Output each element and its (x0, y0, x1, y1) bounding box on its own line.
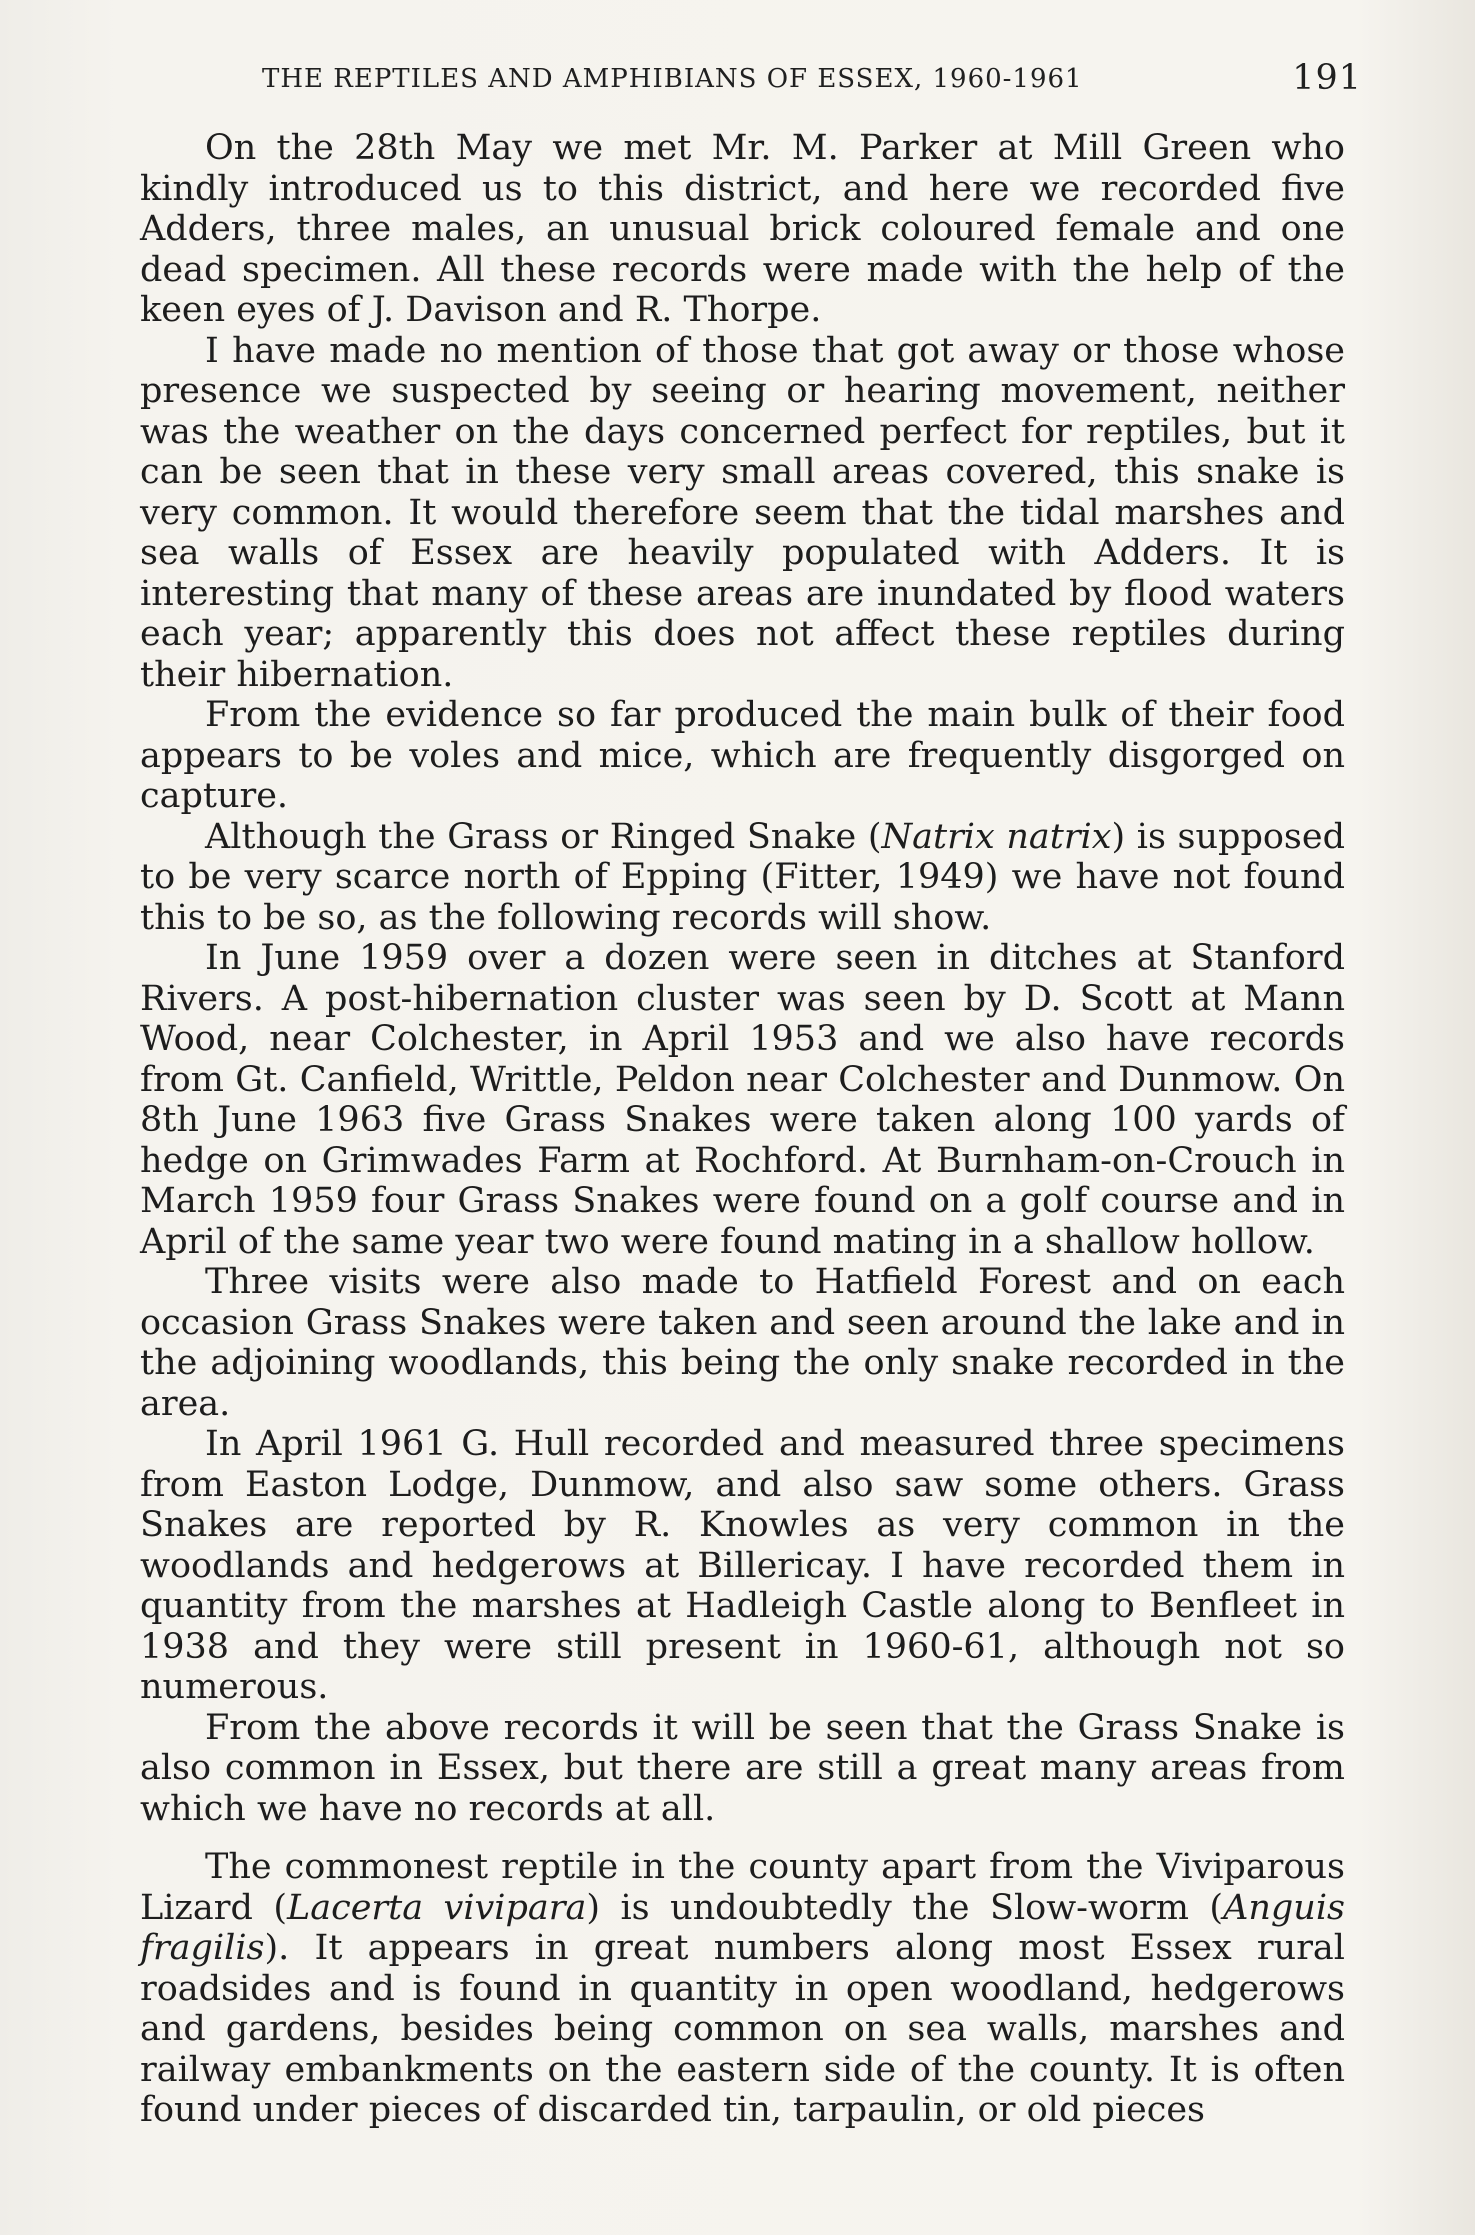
paragraph-slow-worm (140, 1847, 1345, 2131)
page-header (262, 58, 1362, 108)
page-number: 191 (1292, 58, 1362, 98)
paragraph-adder-food: From the evidence so far produced the main bulk of their food appears to be voles and mice, which are frequently disgorged on capture. (140, 695, 1345, 816)
text-run: ) is supposed to be very scarce north of Epping (Fitter, 1949) we have not found this to be so, as the following records will show. (140, 816, 1346, 938)
running-title: THE REPTILES AND AMPHIBIANS OF ESSEX, 1960-1961 (262, 64, 1083, 94)
paragraph-grass-snake-summary: From the above records it will be seen that the Grass Snake is also common in Essex, but there are still a great many areas from which we have no records at all. (140, 1707, 1345, 1829)
text-run: ) is undoubtedly the Slow-worm ( (586, 1887, 1224, 1928)
paragraph-grass-snake-intro (140, 817, 1345, 939)
paragraph-adders-common: I have made no mention of those that got away or those whose presence we suspected by seeing or hearing movement, neither was the weather on the days concerned perfect for reptiles, but it can be seen that in these very small areas covered, this snake is very common. It would therefore seem that the tidal marshes and sea walls of Essex are heavily populated with Adders. It is interesting that many of these areas are inundated by flood waters each year; apparently this does not affect these reptiles during their hibernation. (140, 330, 1345, 695)
species-name: Lacerta vivipara (287, 1887, 587, 1928)
paragraph-easton-lodge: In April 1961 G. Hull recorded and measured three specimens from Easton Lodge, Dunmow, and also saw some others. Grass Snakes are reported by R. Knowles as very common in the woodlands and hedgerows at Billericay. I have recorded them in quantity from the marshes at Hadleigh Castle along to Benfleet in 1938 and they were still present in 1960-61, although not so numerous. (140, 1424, 1345, 1707)
text-run: Although the Grass or Ringed Snake ( (205, 816, 882, 857)
body-text (140, 128, 1345, 2131)
species-name: Natrix natrix (881, 816, 1112, 857)
paragraph-adders-mill-green: On the 28th May we met Mr. M. Parker at Mill Green who kindly introduced us to this district, and here we recorded five Adders, three males, an unusual brick coloured female and one dead specimen. All these records were made with the help of the keen eyes of J. Davison and R. Thorpe. (140, 128, 1345, 330)
species-name: Anguis fragilis (140, 1887, 1345, 1968)
paragraph-hatfield-forest: Three visits were also made to Hatfield Forest and on each occasion Grass Snakes were taken and seen around the lake and in the adjoining woodlands, this being the only snake recorded in the area. (140, 1262, 1345, 1424)
text-run: The commonest reptile in the county apart from the Viviparous Lizard ( (140, 1847, 1345, 1928)
text-run: ). It appears in great numbers along most Essex rural roadsides and is found in quantity in open woodland, hedgerows and gardens, besides being common on sea walls, marshes and railway embankments on the eastern side of the county. It is often found under pieces of discarded tin, tarpaulin, or old pieces (140, 1928, 1345, 2130)
paragraph-grass-snake-records: In June 1959 over a dozen were seen in ditches at Stanford Rivers. A post-hibernation cluster was seen by D. Scott at Mann Wood, near Colchester, in April 1953 and we also have records from Gt. Canfield, Writtle, Peldon near Colchester and Dunmow. On 8th June 1963 five Grass Snakes were taken along 100 yards of hedge on Grimwades Farm at Rochford. At Burnham-on-Crouch in March 1959 four Grass Snakes were found on a golf course and in April of the same year two were found mating in a shallow hollow. (140, 938, 1345, 1262)
